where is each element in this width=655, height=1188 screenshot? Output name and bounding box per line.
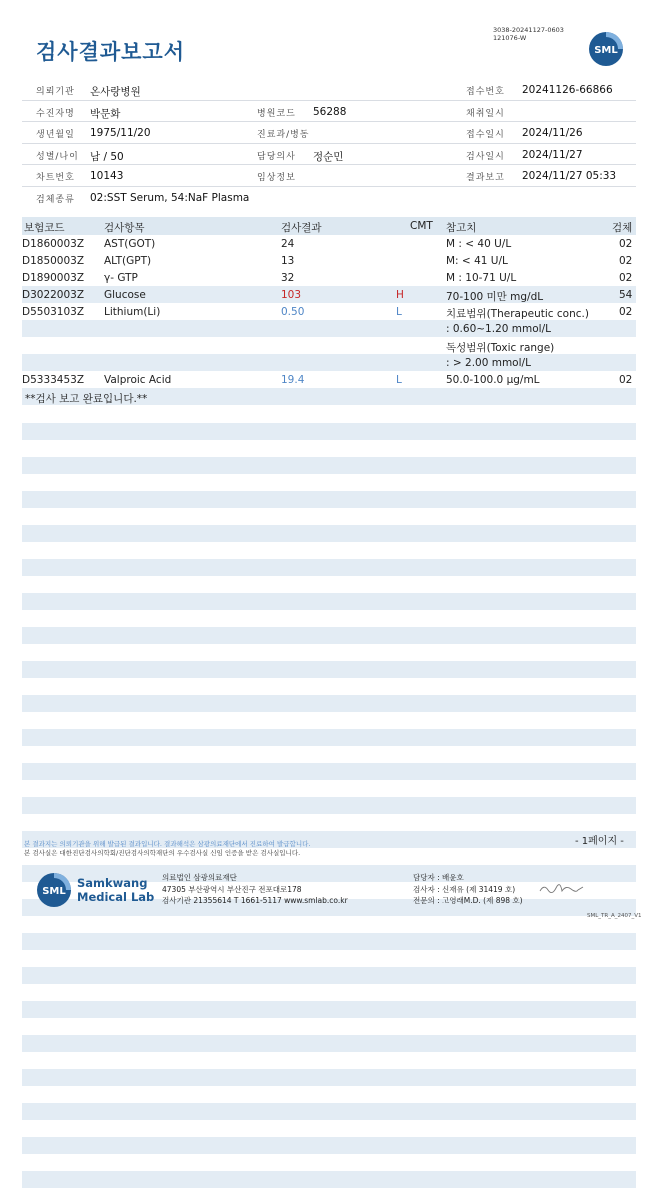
row-result: 0.50 — [281, 306, 305, 318]
chart-no-value: 10143 — [90, 170, 124, 183]
row-code: D3022003Z — [22, 289, 85, 301]
table-row — [22, 286, 636, 303]
org-info: 의료법인 삼광의료재단 47305 부산광역시 부산진구 전포대로178 검사기관 21355614 T 1661-5117 www.smlab.co.kr — [162, 873, 348, 905]
row-specimen: 02 — [619, 238, 633, 250]
footer-notice: 본 결과지는 의뢰기관을 위해 발급된 결과입니다. 결과해석은 삼광의료재단에서 진료하여 발급합니다. 본 검사실은 대한진단검사의학회/진단검사의학재단의 우수검사실 신임 인증을 받은 검사실입니다. — [24, 840, 311, 857]
row-flag: L — [396, 306, 402, 318]
blank-stripe — [22, 797, 636, 814]
col-item: 검사항목 — [104, 222, 145, 234]
patient-label: 수진자명 — [36, 108, 75, 119]
row-flag: H — [396, 289, 404, 301]
patient-info — [22, 79, 636, 208]
table-row — [22, 320, 636, 337]
row-code: D1860003Z — [22, 238, 85, 250]
table-header — [22, 217, 636, 235]
info-row — [22, 187, 636, 208]
specimen-type-value: 02:SST Serum, 54:NaF Plasma — [90, 191, 250, 204]
blank-stripe — [22, 457, 636, 474]
row-code: D1890003Z — [22, 272, 85, 284]
table-row — [22, 252, 636, 269]
blank-stripe — [22, 593, 636, 610]
row-specimen: 02 — [619, 255, 633, 267]
table-row — [22, 269, 636, 286]
svg-text:Samkwang: Samkwang — [77, 876, 148, 890]
blank-stripe — [22, 1137, 636, 1154]
info-row — [22, 101, 636, 123]
info-row — [22, 122, 636, 144]
blank-stripe — [22, 1001, 636, 1018]
patient-value: 박문화 — [90, 107, 121, 120]
row-result: 24 — [281, 238, 295, 250]
row-result: 13 — [281, 255, 295, 267]
dept-label: 진료과/병동 — [257, 130, 310, 141]
svg-text:SML: SML — [42, 886, 66, 897]
hospital-code-value: 56288 — [313, 105, 347, 118]
row-item: Glucose — [104, 289, 146, 301]
table-row — [22, 337, 636, 354]
row-flag: L — [396, 374, 402, 386]
row-ref: : > 2.00 mmol/L — [446, 357, 531, 369]
hospital-value: 온사랑병원 — [90, 86, 141, 98]
row-ref: 독성범위(Toxic range) — [446, 342, 555, 354]
blank-stripe — [22, 763, 636, 780]
row-ref: M : < 40 U/L — [446, 238, 512, 250]
row-ref: 70-100 미만 mg/dL — [446, 291, 544, 303]
specimen-type-label: 검체종류 — [36, 194, 75, 205]
row-specimen: 02 — [619, 374, 633, 386]
col-cmt: CMT — [410, 220, 433, 232]
row-result: 103 — [281, 289, 302, 301]
row-result: 32 — [281, 272, 295, 284]
col-ref: 참고치 — [446, 222, 477, 234]
blank-stripe — [22, 423, 636, 440]
table-row — [22, 354, 636, 371]
svg-text:Medical Lab: Medical Lab — [77, 890, 155, 904]
row-item: Valproic Acid — [104, 374, 172, 386]
blank-stripe — [22, 967, 636, 984]
chart-no-label: 차트번호 — [36, 173, 75, 184]
sex-age-value: 남 / 50 — [90, 150, 124, 163]
row-item: AST(GOT) — [104, 238, 156, 250]
row-result: 19.4 — [281, 374, 305, 386]
svg-text:SML: SML — [594, 45, 618, 56]
row-ref: M: < 41 U/L — [446, 255, 508, 267]
report-date-value: 2024/11/27 05:33 — [522, 170, 617, 183]
blank-stripe — [22, 491, 636, 508]
doctor-label: 담당의사 — [257, 151, 296, 162]
hospital-code-label: 병원코드 — [257, 108, 296, 119]
blank-stripe — [22, 1103, 636, 1120]
birth-value: 1975/11/20 — [90, 127, 151, 140]
clinical-label: 임상정보 — [257, 173, 296, 184]
col-code: 보험코드 — [24, 222, 65, 234]
test-date-label: 검사일시 — [466, 151, 505, 162]
row-code: D1850003Z — [22, 255, 85, 267]
blank-stripe — [22, 1171, 636, 1188]
doctor-value: 정순민 — [313, 150, 344, 163]
blank-stripe — [22, 525, 636, 542]
blank-stripe — [22, 933, 636, 950]
blank-stripe — [22, 627, 636, 644]
table-row — [22, 371, 636, 388]
row-item: ALT(GPT) — [104, 255, 152, 267]
birth-label: 생년월일 — [36, 130, 75, 141]
receipt-no-label: 접수번호 — [466, 87, 505, 97]
sex-age-label: 성별/나이 — [36, 151, 79, 162]
staff-info: 담당자 : 배윤호 검사자 : 신재유 (제 31419 호) 전문의 : 고영래M.D. (제 898 호) — [413, 873, 523, 905]
completion-note: **검사 보고 완료입니다.** — [25, 393, 148, 405]
receipt-no-value: 20241126-66866 — [522, 84, 613, 96]
test-date-value: 2024/11/27 — [522, 148, 583, 161]
sml-logo-icon — [36, 872, 156, 908]
blank-stripe — [22, 559, 636, 576]
blank-stripe — [22, 661, 636, 678]
row-specimen: 02 — [619, 272, 633, 284]
completion-row — [22, 388, 636, 405]
row-code: D5333453Z — [22, 374, 85, 386]
row-ref: : 0.60~1.20 mmol/L — [446, 323, 551, 335]
blank-stripe — [22, 695, 636, 712]
col-result: 검사결과 — [281, 222, 322, 234]
sml-logo-icon — [588, 31, 624, 67]
row-ref: 치료범위(Therapeutic conc.) — [446, 308, 589, 320]
row-item: Lithium(Li) — [104, 306, 161, 318]
blank-stripe — [22, 1069, 636, 1086]
row-specimen: 54 — [619, 289, 633, 301]
collect-date-label: 채취일시 — [466, 108, 505, 119]
row-ref: M : 10-71 U/L — [446, 272, 517, 284]
signature-icon — [538, 882, 586, 896]
blank-stripe — [22, 729, 636, 746]
row-specimen: 02 — [619, 306, 633, 318]
col-specimen: 검체 — [612, 222, 633, 234]
row-ref: 50.0-100.0 μg/mL — [446, 374, 540, 386]
table-row — [22, 303, 636, 320]
form-code: SML_TR_A_2407_V1 — [587, 913, 642, 919]
row-item: γ- GTP — [104, 272, 138, 284]
receipt-date-value: 2024/11/26 — [522, 127, 583, 140]
info-row — [22, 144, 636, 166]
receipt-date-label: 접수일시 — [466, 130, 505, 141]
report-title: 검사결과보고서 — [36, 40, 186, 64]
hospital-label: 의뢰기관 — [36, 87, 75, 97]
report-date-label: 결과보고 — [466, 173, 505, 184]
row-code: D5503103Z — [22, 306, 85, 318]
page-number: - 1페이지 - — [575, 836, 624, 847]
table-row — [22, 235, 636, 252]
document-id: 3038-20241127-0603 121076-W — [493, 26, 564, 42]
info-row — [22, 165, 636, 187]
samkwang-logo — [36, 872, 156, 912]
blank-stripe — [22, 1035, 636, 1052]
table-body — [22, 235, 636, 388]
results-table — [22, 217, 636, 405]
info-row — [22, 79, 636, 101]
